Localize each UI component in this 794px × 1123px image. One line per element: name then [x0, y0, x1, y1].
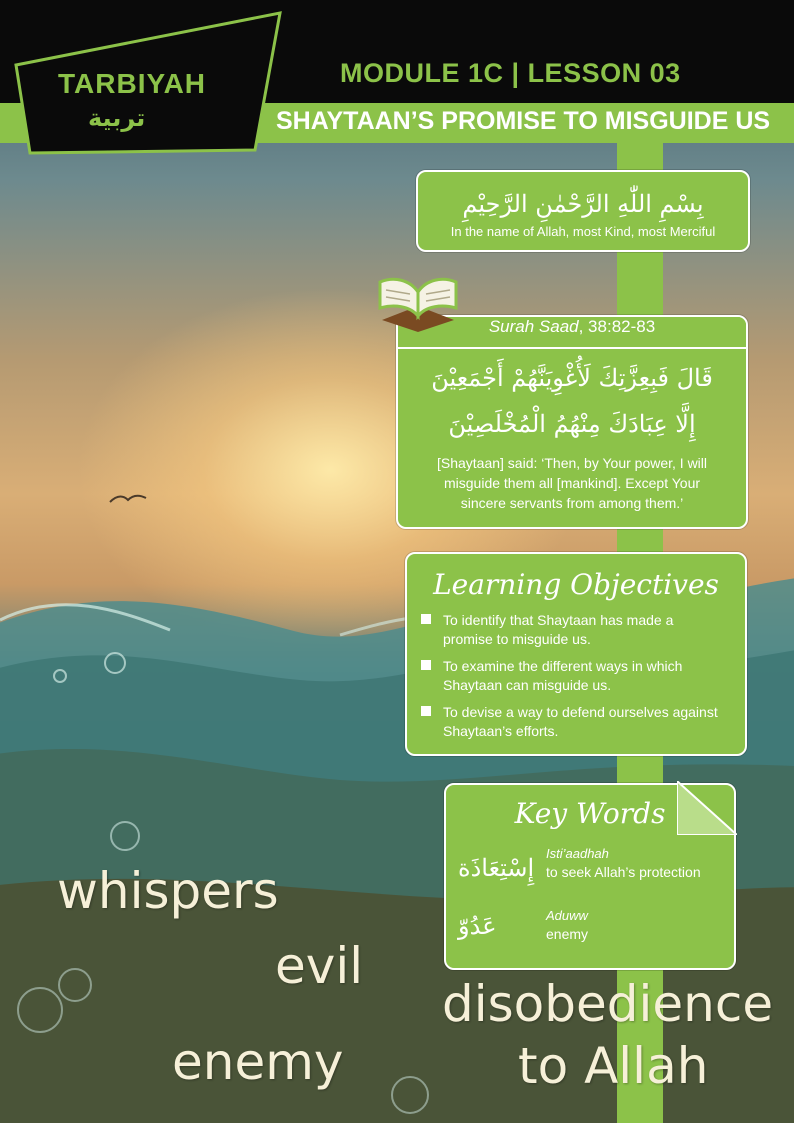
key-word-arabic: إِسْتِعَاذَة: [458, 854, 535, 882]
background-word-to-allah: to Allah: [518, 1037, 709, 1095]
surah-arabic-line-2: إِلَّا عِبَادَكَ مِنْهُمُ الْمُخْلَصِيْنَ: [448, 410, 696, 438]
background-word-evil: evil: [275, 937, 364, 995]
key-word-arabic: عَدُوّ: [458, 912, 497, 940]
objective-text-3b: Shaytaan’s efforts.: [443, 723, 559, 739]
lesson-title: SHAYTAAN’S PROMISE TO MISGUIDE US: [276, 107, 771, 135]
objectives-title: Learning Objectives: [433, 568, 719, 601]
basmala-translation: In the name of Allah, most Kind, most Merciful: [450, 224, 716, 239]
background-word-enemy: enemy: [172, 1033, 344, 1091]
checkbox-icon: [421, 706, 431, 716]
key-word-definition: to seek Allah’s protection: [546, 864, 701, 880]
quran-book-icon: [372, 272, 464, 334]
key-word-term: Aduww: [546, 908, 588, 923]
surah-arabic-line-1: قَالَ فَبِعِزَّتِكَ لَأُغْوِيَنَّهُمْ أَجْمَعِيْنَ: [431, 364, 713, 392]
objective-item: [421, 611, 731, 649]
surah-box: [396, 315, 748, 529]
bird-silhouette: [108, 490, 148, 506]
background-word-whispers: whispers: [57, 862, 279, 920]
module-lesson-label: MODULE 1C | LESSON 03: [340, 58, 681, 88]
objective-text-2b: Shaytaan can misguide us.: [443, 677, 612, 693]
basmala-box: [416, 170, 750, 252]
key-word-row: [446, 844, 734, 904]
checkbox-icon: [421, 660, 431, 670]
learning-objectives-box: [405, 552, 747, 756]
surah-name: Surah Saad: [488, 317, 579, 336]
objective-text-1b: promise to misguide us.: [443, 631, 591, 647]
key-word-row: [446, 904, 734, 964]
logo-text: TARBIYAH: [58, 68, 207, 99]
background-word-disobedience: disobedience: [442, 975, 774, 1033]
basmala-arabic: بِسْمِ اللّٰهِ الرَّحْمٰنِ الرَّحِيْمِ: [462, 190, 704, 218]
objective-item: [421, 657, 731, 695]
checkbox-icon: [421, 614, 431, 624]
objectives-list: [407, 611, 745, 741]
logo-arabic-text: تربية: [88, 104, 146, 132]
objective-text-2a: To examine the different ways in which: [443, 658, 683, 674]
key-word-term: Isti’aadhah: [546, 846, 609, 861]
surah-translation-line-3: sincere servants from among them.’: [460, 495, 684, 511]
objective-text-1a: To identify that Shaytaan has made a: [443, 612, 674, 628]
objective-item: [421, 703, 731, 741]
surah-translation-line-1: [Shaytaan] said: ‘Then, by Your power, I will: [436, 455, 708, 471]
page-curl-corner: [677, 781, 737, 835]
surah-translation-line-2: misguide them all [mankind]. Except Your: [443, 475, 701, 491]
objective-text-3a: To devise a way to defend ourselves against: [443, 704, 718, 720]
key-word-definition: enemy: [546, 926, 589, 942]
surah-reference: , 38:82-83: [578, 317, 656, 336]
key-words-title: Key Words: [514, 797, 666, 830]
